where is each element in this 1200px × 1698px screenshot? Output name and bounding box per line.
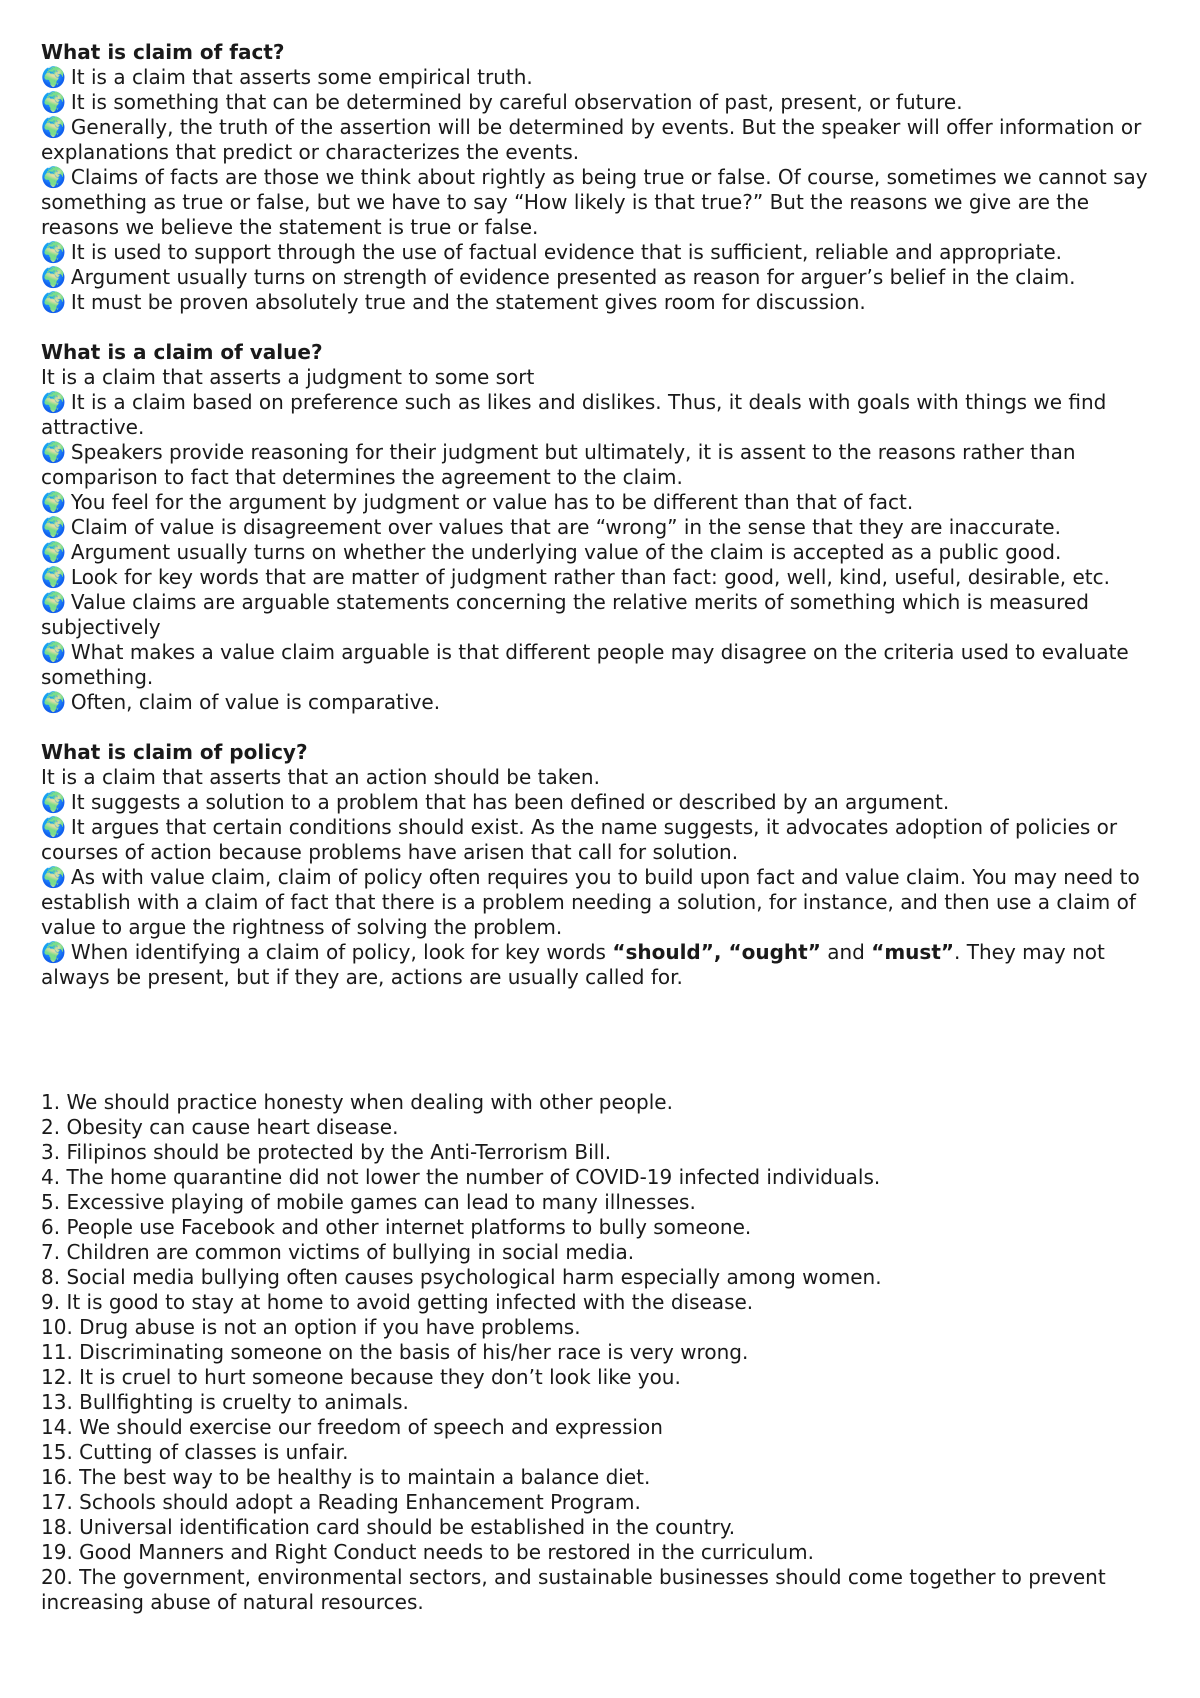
bullet-item bbox=[41, 640, 1166, 690]
bullet-text: You feel for the argument by judgment or value has to be different than that of fact. bbox=[70, 490, 914, 514]
globe-icon: 🌍 bbox=[41, 490, 66, 514]
globe-icon: 🌍 bbox=[41, 940, 66, 964]
bullet-text: Often, claim of value is comparative. bbox=[70, 690, 441, 714]
exercise-item: 12. It is cruel to hurt someone because they don’t look like you. bbox=[41, 1365, 681, 1389]
bullet-item bbox=[41, 65, 1166, 90]
fact-heading: What is claim of fact? bbox=[41, 40, 285, 64]
keyword-text-before: When identifying a claim of policy, look for key words bbox=[70, 940, 613, 964]
bullet-text: Speakers provide reasoning for their judgment but ultimately, it is assent to the reasons rather than comparison to fact that determines the agreement to the claim. bbox=[41, 440, 1076, 489]
globe-icon: 🌍 bbox=[41, 265, 66, 289]
exercise-item: 13. Bullfighting is cruelty to animals. bbox=[41, 1390, 409, 1414]
bullet-text: It must be proven absolutely true and the statement gives room for discussion. bbox=[70, 290, 866, 314]
bullet-item bbox=[41, 290, 1166, 315]
globe-icon: 🌍 bbox=[41, 440, 66, 464]
bullet-item bbox=[41, 865, 1166, 940]
bullet-text: It is used to support through the use of factual evidence that is sufficient, reliable and appropriate. bbox=[70, 240, 1062, 264]
keyword-must: “must” bbox=[871, 940, 955, 964]
globe-icon: 🌍 bbox=[41, 815, 66, 839]
globe-icon: 🌍 bbox=[41, 165, 66, 189]
bullet-item bbox=[41, 240, 1166, 265]
globe-icon: 🌍 bbox=[41, 90, 66, 114]
bullet-item bbox=[41, 440, 1166, 490]
bullet-item bbox=[41, 690, 1166, 715]
exercise-item: 8. Social media bullying often causes psychological harm especially among women. bbox=[41, 1265, 882, 1289]
bullet-item bbox=[41, 515, 1166, 540]
bullet-text: What makes a value claim arguable is that different people may disagree on the criteria used to evaluate something. bbox=[41, 640, 1129, 689]
fact-section bbox=[41, 40, 1166, 315]
globe-icon: 🌍 bbox=[41, 540, 66, 564]
value-bullet-list bbox=[41, 390, 1166, 715]
bullet-text: Argument usually turns on whether the underlying value of the claim is accepted as a public good. bbox=[70, 540, 1062, 564]
bullet-item bbox=[41, 815, 1166, 865]
bullet-item bbox=[41, 90, 1166, 115]
exercise-item: 10. Drug abuse is not an option if you have problems. bbox=[41, 1315, 581, 1339]
policy-keyword-bullet bbox=[41, 940, 1166, 990]
fact-bullet-list bbox=[41, 65, 1166, 315]
exercise-list bbox=[41, 1090, 1166, 1615]
exercise-item: 18. Universal identification card should be established in the country. bbox=[41, 1515, 736, 1539]
bullet-item bbox=[41, 115, 1166, 165]
bullet-text: It suggests a solution to a problem that has been defined or described by an argument. bbox=[70, 790, 950, 814]
exercise-item: 16. The best way to be healthy is to maintain a balance diet. bbox=[41, 1465, 651, 1489]
bullet-text: Look for key words that are matter of judgment rather than fact: good, well, kind, useful, desirable, etc. bbox=[70, 565, 1110, 589]
bullet-item bbox=[41, 540, 1166, 565]
bullet-text: As with value claim, claim of policy often requires you to build upon fact and value claim. You may need to establish with a claim of fact that there is a problem needing a solution, for instance, and then use a claim of value to argue the rightness of solving the problem. bbox=[41, 865, 1140, 939]
globe-icon: 🌍 bbox=[41, 865, 66, 889]
globe-icon: 🌍 bbox=[41, 65, 66, 89]
bullet-text: It is something that can be determined by careful observation of past, present, or future. bbox=[70, 90, 963, 114]
globe-icon: 🌍 bbox=[41, 515, 66, 539]
keyword-text-middle: and bbox=[820, 940, 872, 964]
bullet-item bbox=[41, 590, 1166, 640]
exercise-item: 20. The government, environmental sectors, and sustainable businesses should come together to prevent increasing abuse of natural resources. bbox=[41, 1565, 1106, 1614]
bullet-item bbox=[41, 790, 1166, 815]
bullet-text: Generally, the truth of the assertion will be determined by events. But the speaker will offer information or explanations that predict or characterizes the events. bbox=[41, 115, 1142, 164]
bullet-item bbox=[41, 490, 1166, 515]
bullet-text: It is a claim that asserts some empirical truth. bbox=[70, 65, 533, 89]
exercise-item: 3. Filipinos should be protected by the Anti-Terrorism Bill. bbox=[41, 1140, 612, 1164]
bullet-text: Value claims are arguable statements concerning the relative merits of something which is measured subjectively bbox=[41, 590, 1089, 639]
globe-icon: 🌍 bbox=[41, 640, 66, 664]
globe-icon: 🌍 bbox=[41, 115, 66, 139]
exercise-item: 14. We should exercise our freedom of speech and expression bbox=[41, 1415, 663, 1439]
policy-section bbox=[41, 740, 1166, 990]
globe-icon: 🌍 bbox=[41, 790, 66, 814]
bullet-text: It is a claim based on preference such as likes and dislikes. Thus, it deals with goals with things we find attractive. bbox=[41, 390, 1107, 439]
globe-icon: 🌍 bbox=[41, 390, 66, 414]
exercise-item: 17. Schools should adopt a Reading Enhancement Program. bbox=[41, 1490, 641, 1514]
exercise-item: 9. It is good to stay at home to avoid getting infected with the disease. bbox=[41, 1290, 754, 1314]
bullet-item bbox=[41, 265, 1166, 290]
exercise-item: 5. Excessive playing of mobile games can lead to many illnesses. bbox=[41, 1190, 696, 1214]
globe-icon: 🌍 bbox=[41, 240, 66, 264]
exercise-item: 6. People use Facebook and other internet platforms to bully someone. bbox=[41, 1215, 752, 1239]
document-page bbox=[41, 40, 1166, 1615]
exercise-item: 1. We should practice honesty when dealing with other people. bbox=[41, 1090, 673, 1114]
exercise-item: 11. Discriminating someone on the basis of his/her race is very wrong. bbox=[41, 1340, 749, 1364]
bullet-text: Claims of facts are those we think about rightly as being true or false. Of course, sometimes we cannot say something as true or false, but we have to say “How likely is that true?” But the reasons we give are the reasons we believe the statement is true or false. bbox=[41, 165, 1148, 239]
policy-heading: What is claim of policy? bbox=[41, 740, 308, 764]
exercise-item: 2. Obesity can cause heart disease. bbox=[41, 1115, 399, 1139]
bullet-text: It argues that certain conditions should exist. As the name suggests, it advocates adoption of policies or courses of action because problems have arisen that call for solution. bbox=[41, 815, 1118, 864]
globe-icon: 🌍 bbox=[41, 290, 66, 314]
policy-bullet-list bbox=[41, 790, 1166, 940]
value-section bbox=[41, 340, 1166, 715]
globe-icon: 🌍 bbox=[41, 690, 66, 714]
policy-intro: It is a claim that asserts that an action should be taken. bbox=[41, 765, 600, 789]
bullet-text: Argument usually turns on strength of evidence presented as reason for arguer’s belief in the claim. bbox=[70, 265, 1076, 289]
bullet-item bbox=[41, 565, 1166, 590]
value-heading: What is a claim of value? bbox=[41, 340, 323, 364]
keyword-should-ought: “should”, “ought” bbox=[612, 940, 821, 964]
exercise-item: 7. Children are common victims of bullying in social media. bbox=[41, 1240, 635, 1264]
keyword-text-after: . They may not always be present, but if they are, actions are usually called for. bbox=[41, 940, 1105, 989]
bullet-item bbox=[41, 390, 1166, 440]
exercise-item: 15. Cutting of classes is unfair. bbox=[41, 1440, 349, 1464]
bullet-text: Claim of value is disagreement over values that are “wrong” in the sense that they are inaccurate. bbox=[70, 515, 1061, 539]
value-intro: It is a claim that asserts a judgment to some sort bbox=[41, 365, 535, 389]
exercise-item: 4. The home quarantine did not lower the number of COVID-19 infected individuals. bbox=[41, 1165, 881, 1189]
globe-icon: 🌍 bbox=[41, 565, 66, 589]
bullet-item bbox=[41, 165, 1166, 240]
exercise-item: 19. Good Manners and Right Conduct needs to be restored in the curriculum. bbox=[41, 1540, 814, 1564]
globe-icon: 🌍 bbox=[41, 590, 66, 614]
